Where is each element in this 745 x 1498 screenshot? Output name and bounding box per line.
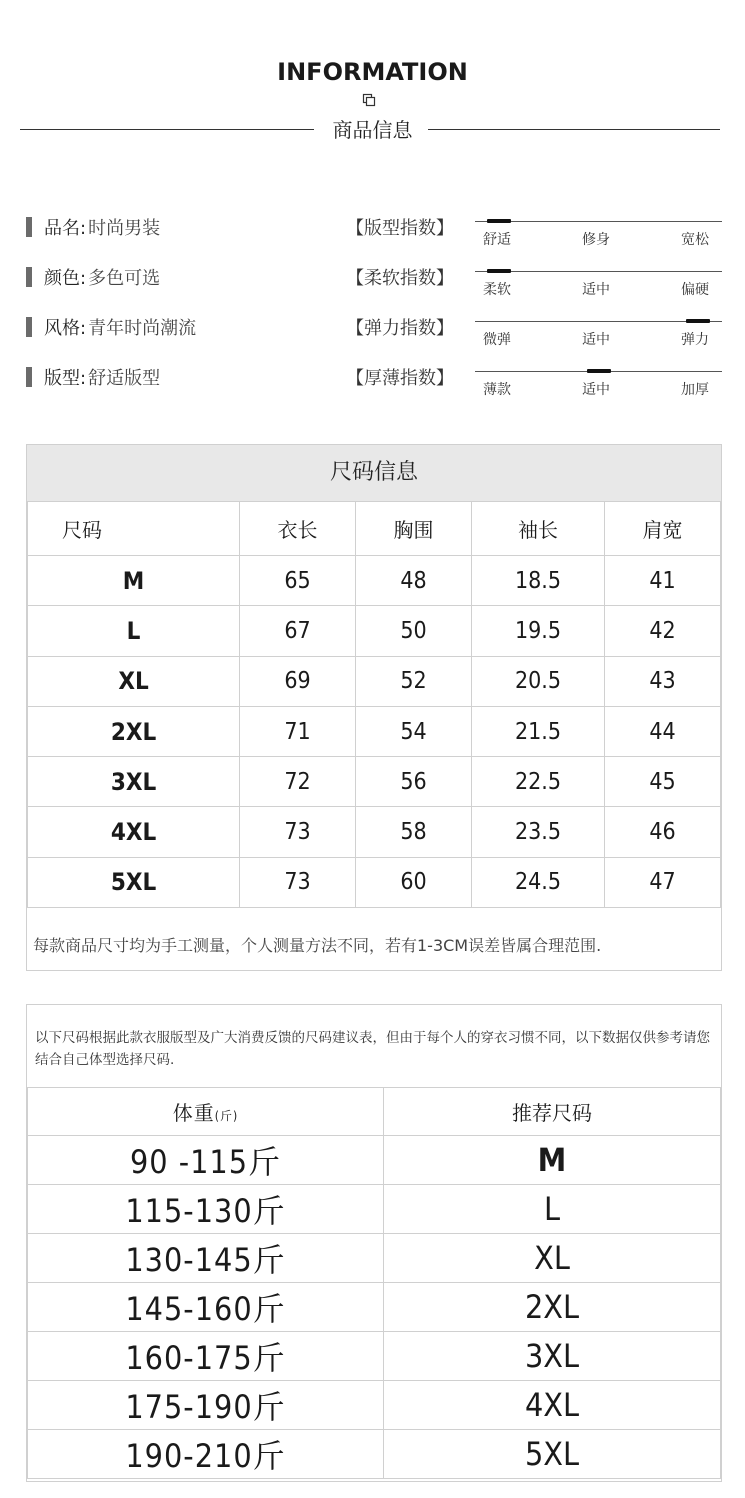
- table-row: [28, 1381, 721, 1430]
- table-row: [28, 807, 721, 857]
- attribute-key: 版型:: [44, 368, 87, 389]
- page-title: INFORMATION: [277, 58, 468, 86]
- scale-low: 微弹: [483, 332, 511, 348]
- section-subtitle: 商品信息: [332, 118, 413, 142]
- header-divider-right: [428, 129, 720, 130]
- scale-marker: [487, 269, 511, 273]
- table-cell: 19.5: [471, 606, 604, 656]
- size-table: [27, 501, 721, 908]
- size-cell: 2XL: [28, 706, 240, 756]
- size-cell: XL: [28, 656, 240, 706]
- scale-high: 弹力: [681, 332, 709, 348]
- scale-mid: 修身: [582, 232, 610, 248]
- recommended-size-cell: 2XL: [384, 1283, 721, 1332]
- weight-cell: 190-210斤: [28, 1430, 384, 1479]
- table-row: [28, 606, 721, 656]
- table-cell: 45: [605, 757, 721, 807]
- table-cell: 65: [240, 556, 356, 606]
- table-row: [28, 1136, 721, 1185]
- bullet-bar: [26, 367, 32, 387]
- table-cell: 72: [240, 757, 356, 807]
- table-header-row: [28, 1088, 721, 1136]
- attribute-row: [26, 262, 160, 292]
- table-cell: 60: [356, 857, 472, 907]
- bullet-bar: [26, 267, 32, 287]
- scale-low: 薄款: [483, 382, 511, 398]
- attribute-key: 品名:: [44, 218, 87, 239]
- scale-high: 偏硬: [681, 282, 709, 298]
- scale-high: 加厚: [681, 382, 709, 398]
- recommended-size-cell: 5XL: [384, 1430, 721, 1479]
- attribute-key: 风格:: [44, 318, 87, 339]
- index-label: 【柔软指数】: [346, 268, 454, 289]
- column-header: 尺码: [28, 502, 240, 556]
- weight-cell: 175-190斤: [28, 1381, 384, 1430]
- recommended-size-cell: L: [384, 1185, 721, 1234]
- table-cell: 69: [240, 656, 356, 706]
- table-cell: 22.5: [471, 757, 604, 807]
- table-row: [28, 757, 721, 807]
- table-row: [28, 556, 721, 606]
- table-cell: 42: [605, 606, 721, 656]
- table-header-row: [28, 502, 721, 556]
- table-cell: 21.5: [471, 706, 604, 756]
- attribute-value: 多色可选: [88, 268, 161, 289]
- scale-marker: [487, 219, 511, 223]
- bullet-bar: [26, 217, 32, 237]
- table-cell: 73: [240, 857, 356, 907]
- table-cell: 50: [356, 606, 472, 656]
- table-cell: 18.5: [471, 556, 604, 606]
- attribute-value: 时尚男装: [88, 218, 161, 239]
- scale-low: 柔软: [483, 282, 511, 298]
- table-cell: 46: [605, 807, 721, 857]
- table-cell: 73: [240, 807, 356, 857]
- column-header-weight: [28, 1088, 384, 1136]
- scale-mid: 适中: [582, 332, 610, 348]
- index-label: 【弹力指数】: [346, 318, 454, 339]
- table-row: [28, 1283, 721, 1332]
- table-cell: 67: [240, 606, 356, 656]
- table-cell: 23.5: [471, 807, 604, 857]
- weight-unit: (斤): [214, 1109, 239, 1123]
- weight-header-label: 体重: [172, 1101, 215, 1125]
- weight-cell: 145-160斤: [28, 1283, 384, 1332]
- weight-cell: 130-145斤: [28, 1234, 384, 1283]
- attribute-value: 青年时尚潮流: [88, 318, 197, 339]
- scale-line: [475, 271, 722, 272]
- scale-line: [475, 321, 722, 322]
- index-scale: [475, 321, 722, 361]
- table-row: [28, 1185, 721, 1234]
- recommended-size-cell: M: [384, 1136, 721, 1185]
- table-cell: 56: [356, 757, 472, 807]
- size-cell: 5XL: [28, 857, 240, 907]
- scale-high: 宽松: [681, 232, 709, 248]
- size-recommendation: [26, 1004, 722, 1482]
- column-header-size: 推荐尺码: [384, 1088, 721, 1136]
- table-cell: 44: [605, 706, 721, 756]
- recommendation-note: 以下尺码根据此款衣服版型及广大消费反馈的尺码建议表，但由于每个人的穿衣习惯不同，以下数据仅供参考请您结合自己体型选择尺码.: [35, 1030, 710, 1068]
- table-cell: 24.5: [471, 857, 604, 907]
- weight-cell: 90 -115斤: [28, 1136, 384, 1185]
- attribute-row: [26, 212, 160, 242]
- table-cell: 41: [605, 556, 721, 606]
- column-header: 衣长: [240, 502, 356, 556]
- table-cell: 43: [605, 656, 721, 706]
- table-row: [28, 857, 721, 907]
- size-cell: M: [28, 556, 240, 606]
- attribute-row: [26, 312, 196, 342]
- measurement-note: 每款商品尺寸均为手工测量，个人测量方法不同，若有1-3CM误差皆属合理范围.: [33, 936, 602, 955]
- index-label: 【版型指数】: [346, 218, 454, 239]
- table-row: [28, 706, 721, 756]
- attribute-row: [26, 362, 160, 392]
- table-row: [28, 1430, 721, 1479]
- size-cell: L: [28, 606, 240, 656]
- weight-cell: 115-130斤: [28, 1185, 384, 1234]
- attribute-value: 舒适版型: [88, 368, 161, 389]
- column-header: 肩宽: [605, 502, 721, 556]
- recommended-size-cell: 3XL: [384, 1332, 721, 1381]
- table-row: [28, 656, 721, 706]
- size-cell: 4XL: [28, 807, 240, 857]
- table-cell: 71: [240, 706, 356, 756]
- index-scale: [475, 271, 722, 311]
- table-cell: 52: [356, 656, 472, 706]
- size-chart-title: 尺码信息: [27, 445, 721, 501]
- recommended-size-cell: XL: [384, 1234, 721, 1283]
- index-scale: [475, 371, 722, 411]
- table-cell: 54: [356, 706, 472, 756]
- scale-line: [475, 221, 722, 222]
- column-header: 袖长: [471, 502, 604, 556]
- table-cell: 47: [605, 857, 721, 907]
- copy-icon: [362, 93, 376, 107]
- attribute-key: 颜色:: [44, 268, 87, 289]
- recommended-size-cell: 4XL: [384, 1381, 721, 1430]
- index-scale: [475, 221, 722, 261]
- scale-mid: 适中: [582, 282, 610, 298]
- column-header: 胸围: [356, 502, 472, 556]
- scale-low: 舒适: [483, 232, 511, 248]
- table-cell: 20.5: [471, 656, 604, 706]
- size-chart: [26, 444, 722, 971]
- table-row: [28, 1234, 721, 1283]
- size-cell: 3XL: [28, 757, 240, 807]
- table-row: [28, 1332, 721, 1381]
- index-label: 【厚薄指数】: [346, 368, 454, 389]
- scale-mid: 适中: [582, 382, 610, 398]
- table-cell: 48: [356, 556, 472, 606]
- table-cell: 58: [356, 807, 472, 857]
- bullet-bar: [26, 317, 32, 337]
- weight-cell: 160-175斤: [28, 1332, 384, 1381]
- scale-marker: [686, 319, 710, 323]
- scale-marker: [587, 369, 611, 373]
- recommendation-table: [27, 1087, 721, 1479]
